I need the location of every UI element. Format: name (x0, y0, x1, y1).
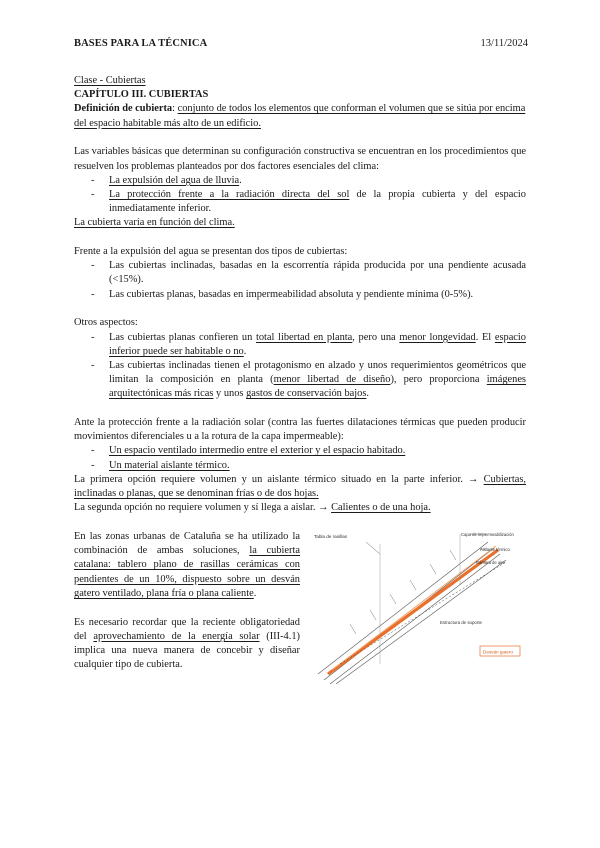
option-one-paragraph (74, 473, 526, 501)
text-run: Es necesario recordar que la reciente obligatoriedad del (74, 616, 300, 642)
solar-paragraph (74, 616, 300, 673)
climate-factor-sun: La protección frente a la radiación directa del sol (109, 188, 350, 200)
catalan-roof-text (74, 530, 300, 672)
text-run: . (253, 587, 257, 599)
option-insulation: Un material aislante térmico. (109, 459, 230, 471)
diagram-tick (350, 624, 356, 634)
climate-factors-list (74, 174, 526, 217)
text-run: La segunda opción no requiere volumen y sí llega a aislar. → (74, 502, 332, 514)
document-date: 13/11/2024 (480, 38, 528, 49)
text-run-underlined: total libertad en planta (255, 331, 353, 343)
list-item-rest: de la propia cubierta y del espacio inmediatamente inferior. (109, 188, 526, 215)
definition-paragraph (74, 102, 526, 130)
list-item (74, 188, 526, 216)
label-right-3: Cámara de aire (476, 559, 505, 565)
document-title: BASES PARA LA TÉCNICA (74, 38, 208, 49)
catalan-paragraph (74, 530, 300, 601)
text-run: ), pero proporciona (390, 374, 487, 386)
definition-label: Definición de cubierta (74, 103, 173, 115)
text-run: La primera opción requiere volumen y un aislante térmico situado en la parte inferior. → (74, 473, 484, 485)
class-subtitle: Clase - Cubiertas (74, 75, 146, 86)
climate-closing: La cubierta varía en función del clima. (74, 217, 235, 229)
diagram-insulation-band (328, 550, 498, 674)
list-item: - Las cubiertas planas, basadas en impermeabilidad absoluta y pendiente mínima (0-5%). (74, 288, 526, 302)
chapter-heading: CAPÍTULO III. CUBIERTAS (74, 89, 209, 101)
diagram-cavity-line (340, 559, 506, 664)
text-run: . (366, 388, 370, 400)
text-run-underlined: menor libertad de diseño (273, 374, 391, 386)
list-item (74, 459, 526, 473)
diagram-tick (450, 550, 456, 560)
label-bottom: Estructura de soporte (440, 619, 482, 625)
label-left: Tabla de rasillas (314, 533, 347, 539)
text-run-underlined: aprovechamiento de la energía solar (93, 630, 260, 642)
other-aspects-intro: Otros aspectos: (74, 317, 138, 329)
list-item: - Las cubiertas inclinadas, basadas en la escorrentía rápida producida por una pendiente acusada (<15%). (74, 259, 526, 287)
roof-types-list (74, 259, 526, 302)
catalan-roof-section (74, 530, 526, 700)
option-ventilated: Un espacio ventilado intermedio entre el exterior y el espacio habitado. (109, 445, 406, 457)
text-run: . (243, 345, 247, 357)
text-run-underlined: Calientes o de una hoja. (331, 502, 431, 514)
list-item (74, 359, 526, 402)
text-run: En las zonas urbanas de Cataluña se ha utilizado la combinación de ambas soluciones, (74, 530, 300, 557)
list-item-rest: . (239, 174, 242, 186)
variables-intro: Las variables básicas que determinan su configuración constructiva se encuentran en los procedimientos que resuelven los problemas planteados por dos factores esenciales del clima: (74, 146, 526, 172)
list-item (74, 174, 526, 188)
text-run: , pero una (352, 331, 400, 343)
text-run-underlined: Cubiertas, inclinadas o planas, que se denominan frías o de dos hojas. (74, 473, 526, 500)
text-run: Las cubiertas inclinadas tienen el protagonismo en alzado y unos requerimientos geométricos que limitan la composición en planta ( (109, 359, 526, 386)
diagram-insulation-edge (332, 546, 496, 670)
definition-text: conjunto de todos los elementos que conforman el volumen que se sitúa por encima del espacio habitable más alto de un edificio. (74, 103, 526, 129)
list-item (74, 331, 526, 359)
text-run: y unos (213, 388, 247, 400)
radiation-options-list (74, 444, 526, 472)
text-run: (III-4.1) implica una nueva manera de concebir y diseñar cualquier tipo de cubierta. (74, 630, 300, 671)
label-right-1: Capa de impermeabilización (461, 531, 514, 537)
diagram-tick (370, 610, 376, 620)
roof-section-diagram (310, 524, 528, 684)
other-aspects-list (74, 331, 526, 402)
text-run-underlined: la cubierta catalana: tablero plano de rasillas cerámicas con pendientes de un 10%, dispuesto sobre un desván gatero ventilado, plana fría o plana caliente (74, 545, 300, 599)
leader-line (366, 542, 380, 554)
water-intro: Frente a la expulsión del agua se presentan dos tipos de cubiertas: (74, 246, 348, 258)
definition-colon: : (172, 103, 178, 115)
text-run: . El (475, 331, 495, 343)
diagram-tick (390, 594, 396, 604)
diagram-tag: Desván gatero (483, 649, 513, 655)
label-right-2: Aislante térmico (480, 546, 510, 552)
document-body (74, 74, 526, 700)
diagram-line (318, 542, 488, 674)
list-item (74, 444, 526, 458)
text-run-underlined: espacio inferior puede ser habitable o no (109, 331, 527, 357)
diagram-tick (410, 580, 416, 590)
diagram-line (330, 554, 500, 684)
text-run-underlined: gastos de conservación bajos (246, 388, 367, 400)
climate-factor-water: La expulsión del agua de lluvia (109, 174, 240, 186)
text-run-underlined: imágenes arquitectónicas más ricas (109, 374, 526, 400)
option-two-paragraph (74, 501, 526, 515)
radiation-intro: Ante la protección frente a la radiación solar (contra las fuertes dilataciones térmicas que pueden producir movimientos diferenciales u a la rotura de la capa impermeable): (74, 417, 526, 443)
text-run-underlined: menor longevidad (399, 331, 476, 343)
text-run: Las cubiertas planas confieren un (109, 331, 256, 343)
diagram-tick (430, 564, 436, 574)
